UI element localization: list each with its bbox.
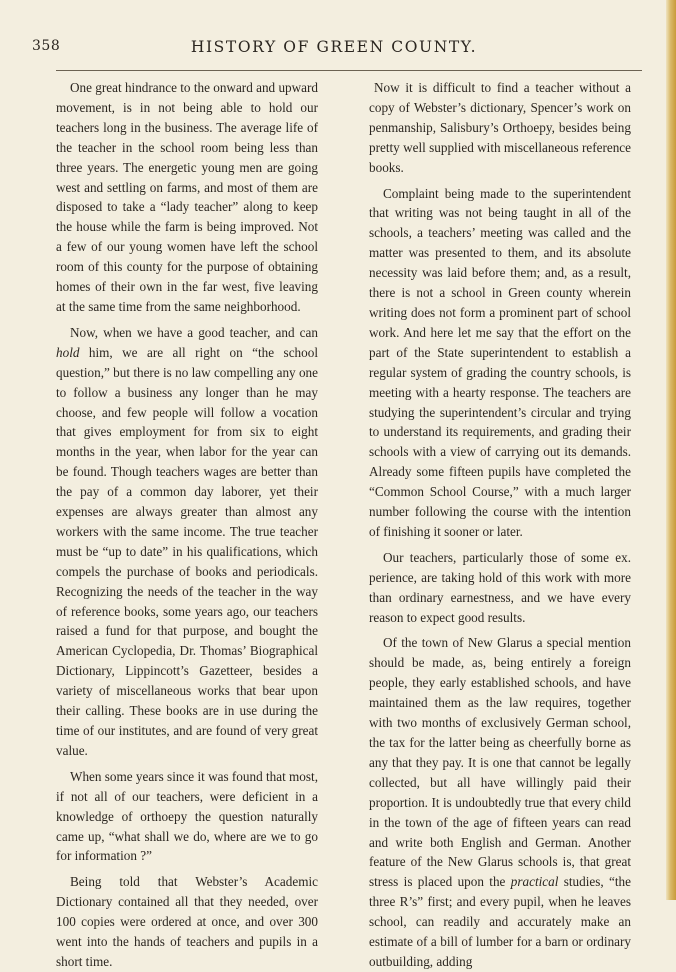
header-rule [56,70,642,71]
italic-word: practical [510,874,559,890]
paragraph: When some years since it was found that most, if not all of our teachers, were deficient in a knowledge of orthoepy the question naturally came up, “what shall we do, where are we to go for information ?” [56,768,318,864]
page-header [32,38,636,62]
paragraph [369,633,631,971]
paragraph [56,323,318,761]
paragraph-text: studies, “the three R’s” first; and every pupil, when he leaves school, can readily and accurately make an estimate of a bill of lumber for a barn or ordinary outbuilding, adding [369,874,631,969]
right-column [369,78,631,972]
paragraph: Complaint being made to the superintendent that writing was not being taught in all of the schools, a teachers’ meeting was called and the matter was presented to them, and its absolute necessity was laid before them; and, as a result, there is not a school in Green county wherein writing does not form a prominent part of school work. And here let me say that the effort on the part of the State superintendent to establish a regular system of grading the country schools, is meeting with a hearty response. The teachers are studying the superintendent’s circular and trying to understand its requirements, and grading their schools with a view of carrying out its demands. Already some fifteen pupils have completed the “Common School Course,” with a much larger number following the course with the intention of finishing it sooner or later. [369,185,631,539]
italic-word: hold [56,344,80,360]
paragraph-text: him, we are all right on “the school question,” but there is no law compelling any one to follow a business any longer than he may choose, and few people will follow a vocation that gives employment for from six to eight months in the year, when labor for the year can be found. Though teachers wages are better than the pay of a common day laborer, yet their expenses are always greater than almost any workers with the same income. The true teacher must be “up to date” in his qualifications, which compels the purchase of books and periodicals. Recognizing the needs of the teacher in the way of reference books, some years ago, our teachers raised a fund for that purpose, and bought the American Cyclopedia, Dr. Thomas’ Biographical Dictionary, Lippincott’s Gazetteer, besides a variety of miscellaneous works that bear upon their calling. These books are in use during the time of our institutes, and are found of very great value. [56,344,318,758]
paragraph-text: Now, when we have a good teacher, and can [70,324,318,340]
left-column [56,78,318,972]
paragraph: Our teachers, particularly those of some ex. perience, are taking hold of this work with more than ordinary earnestness, and we have every reason to expect good results. [369,549,631,625]
paragraph: Being told that Webster’s Academic Dictionary contained all that they needed, over 100 copies were ordered at once, and over 300 went into the hands of teachers and pupils in a short time. [56,874,318,969]
page-edge [666,0,676,900]
running-head: HISTORY OF GREEN COUNTY. [190,38,478,56]
page-number: 358 [32,38,61,54]
paragraph: Now it is difficult to find a teacher without a copy of Webster’s dictionary, Spencer’s work on penmanship, Salisbury’s Orthoepy, besides being pretty well supplied with miscellaneous reference books. [369,80,631,175]
paragraph: One great hindrance to the onward and upward movement, is in not being able to hold our teachers long in the business. The average life of the teacher in the school room being less than three years. The energetic young men are going west and settling on farms, and most of them are disposed to take a “lady teacher” along to keep the house while the farm is being improved. Not a few of our young women have left the school room of this county for the purpose of obtaining homes of their own in the far west, five leaving at the same time from the same neighborhood. [56,80,318,314]
paragraph-text: Of the town of New Glarus a special mention should be made, as, being entirely a foreign people, they early established schools, and have maintained them as the law requires, together with two months of exclusively German school, the tax for the latter being as cheerfully borne as any that they pay. It is one that cannot be legally collected, but all have willingly paid their proportion. It is undoubtedly true that every child in the town of the age of fifteen years can read and write both English and German. Another feature of the New Glarus schools is, that great stress is placed upon the [369,635,631,890]
